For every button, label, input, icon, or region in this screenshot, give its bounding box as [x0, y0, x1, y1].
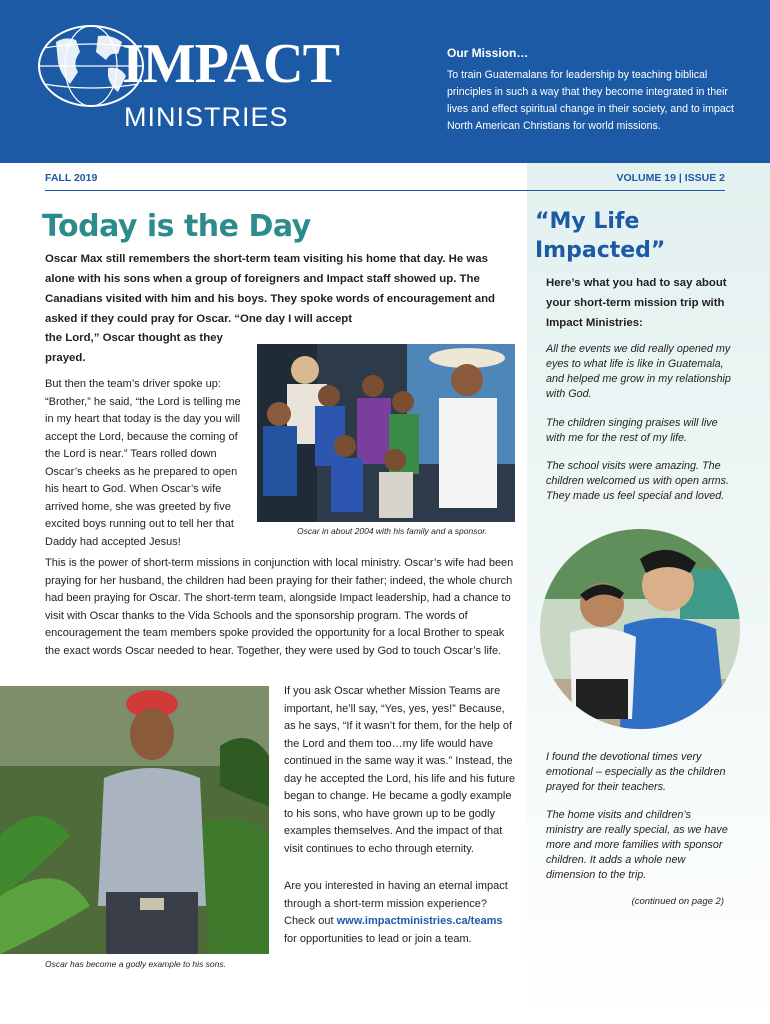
call-to-action-paragraph	[284, 878, 516, 948]
issue-volume: VOLUME 19 | ISSUE 2	[616, 172, 725, 184]
issue-date: FALL 2019	[45, 172, 98, 184]
sidebar-subtitle: Here’s what you had to say about your short-term mission trip with Impact Ministries:	[546, 277, 727, 329]
call-to-action-text-end: for opportunities to lead or join a team.	[284, 932, 472, 945]
oscar-photo	[0, 686, 269, 954]
divider	[45, 190, 725, 191]
call-to-action-text: Are you interested in having an eternal impact through a short-term mission experience? Check out	[284, 880, 508, 927]
article-paragraph: This is the power of short-term missions in conjunction with local ministry. Oscar’s wife had been praying for her husband, the children had been praying for their father; indeed, the whole church had been praying for Oscar. The short-term team, alongside Impact leadership, had a chance to visit with Oscar thanks to the Vida Schools and the sponsorship program. The words of encouragement the team members spoke provided the opportunity for a local Brother to speak the exact words Oscar needed to hear. Together, they were used by God to touch Oscar’s life.	[45, 557, 514, 657]
testimonial-quote: I found the devotional times very emotional – especially as the children prayed for their teachers.	[546, 751, 726, 793]
teams-link[interactable]: www.impactministries.ca/teams	[336, 915, 503, 927]
article-column-middle: If you ask Oscar whether Mission Teams are important, he’ll say, “Yes, yes, yes!” Because, as he says, “If it wasn’t for them, for the help of the Lord and them too…my life would have continued in the same way it was.” Instead, the day he accepted the Lord, his life and his future began to change. He became a godly example to his sons, who have grown up to be godly examples themselves. And the impact of that visit continues to echo through eternity.	[284, 685, 516, 855]
article-headline: Today is the Day	[42, 209, 311, 244]
mission-title: Our Mission…	[447, 46, 529, 60]
family-photo-caption: Oscar in about 2004 with his family and a sponsor.	[297, 526, 488, 536]
article-lead-continued: the Lord,” Oscar thought as they prayed.	[45, 332, 223, 364]
mission-text: To train Guatemalans for leadership by teaching biblical principles in such a way that they become integrated in their lives and effect spiritual change in their society, and to impact North American Christians for world missions.	[447, 69, 734, 132]
logo-impact-text: IMPACT	[122, 33, 339, 95]
oscar-photo-caption: Oscar has become a godly example to his sons.	[45, 959, 226, 969]
testimonial-quote: The home visits and children’s ministry are really special, as we have more and more families with sponsor children. It adds a whole new dimension to the trip.	[546, 809, 728, 881]
family-photo	[257, 344, 515, 522]
children-photo	[540, 529, 740, 729]
testimonial-quote: All the events we did really opened my eyes to what life is like in Guatemala, and helped me grow in my relationship with God.	[546, 343, 731, 400]
logo-ministries-text: MINISTRIES	[124, 102, 289, 132]
article-lead: Oscar Max still remembers the short-term team visiting his home that day. He was alone with his sons when a group of foreigners and Impact staff showed up. The Canadians visited with him and his boys. They spoke words of encouragement and asked if they could pray for Oscar. “One day I will accept	[45, 253, 496, 325]
testimonial-quote: The school visits were amazing. The children welcomed us with open arms. They made us feel special and loved.	[546, 460, 730, 502]
testimonial-quote: The children singing praises will live with me for the rest of my life.	[546, 417, 718, 444]
sidebar-title: “My Life Impacted”	[535, 209, 666, 263]
continued-note: (continued on page 2)	[631, 896, 724, 907]
article-column-left: But then the team’s driver spoke up: “Brother,” he said, “the Lord is telling me in my heart that today is the day you will accept the Lord, because the coming of the Lord is near.” Tears rolled down Oscar’s cheeks as he prepared to open his heart to God. When Oscar’s wife arrived home, she was greeted by five excited boys running out to tell her that Daddy had accepted Jesus!	[45, 378, 241, 548]
